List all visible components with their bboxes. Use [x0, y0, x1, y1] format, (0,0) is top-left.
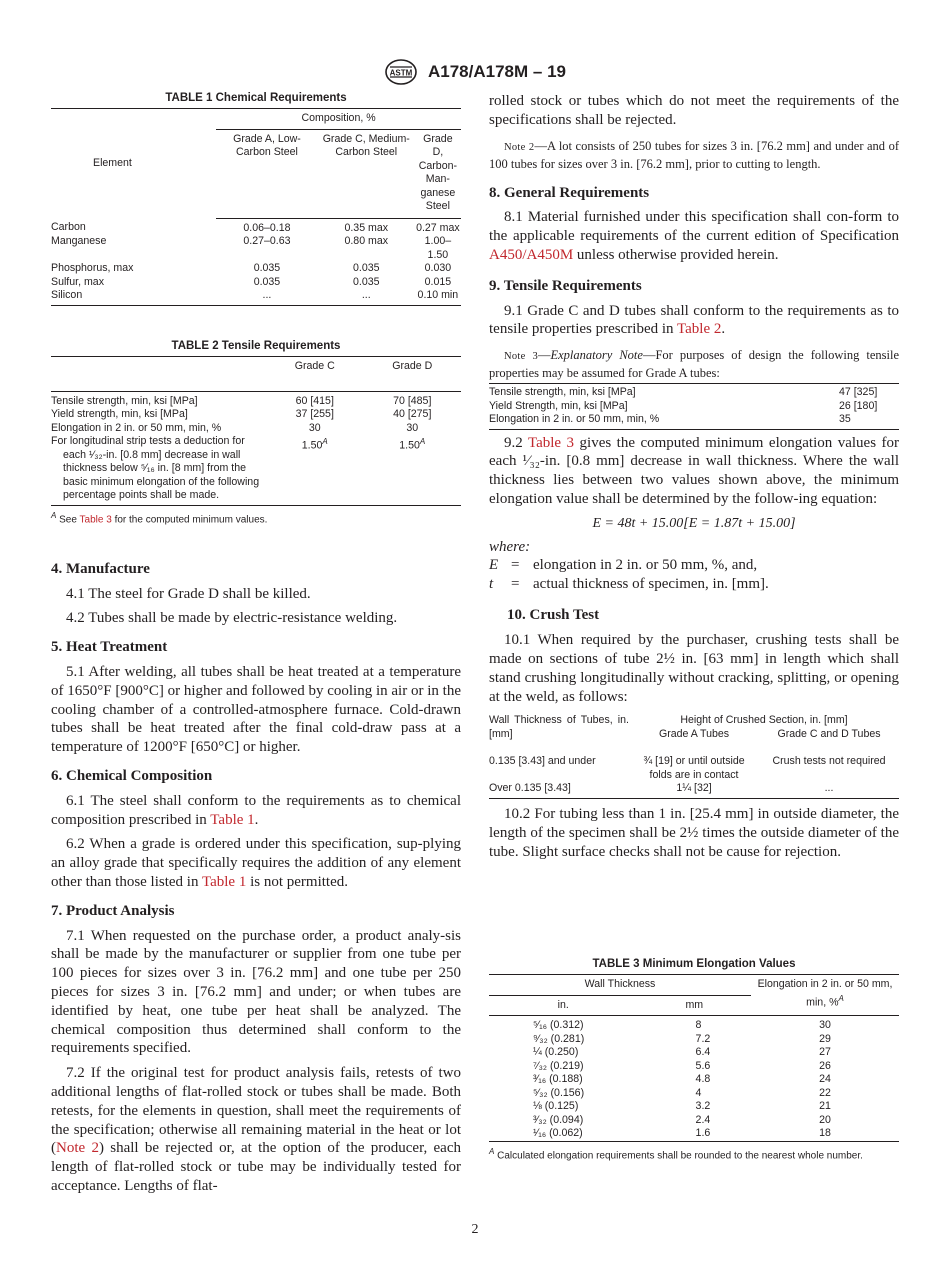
table-1-grade-c-value: 0.80 max: [344, 235, 389, 247]
crush-wall-header: Wall Thickness of Tubes, in. [mm]: [489, 714, 629, 740]
section-6: [51, 767, 461, 892]
table-3-elong-header: Elongation in 2 in. or 50 mm, min, %$^A$: [751, 975, 899, 1016]
crush-grade-a-header: Grade A Tubes: [658, 727, 730, 740]
para-5-1: 5.1 After welding, all tubes shall be heat treated at a temperature of 1650°F [900°C] or higher and followed by cooling in air or in the cooling chamber of a controlled-atmosphere furnace. Cold-drawn tubes shall be heat treated after the final cold-draw pass at a temperature of 1200°F [650°C] or higher.: [51, 664, 461, 756]
definition-symbol: t: [489, 576, 494, 593]
table-1-grade-d-value: 1.00–1.50: [424, 235, 452, 261]
table-1-element: Silicon: [51, 289, 216, 305]
table-3-mm-value: 8: [695, 1019, 702, 1031]
right-column: [489, 92, 899, 1161]
page-header: [0, 58, 950, 86]
table-3-pct-value: 21: [819, 1100, 831, 1112]
table-3-mm-header: mm: [638, 995, 751, 1016]
table-row: [51, 391, 461, 408]
table-row: [489, 1087, 899, 1101]
table-3-inch-value: ⁹⁄₃₂ (0.281): [533, 1032, 585, 1045]
elongation-equation: E = 48t + 15.00[E = 1.87t + 15.00]: [592, 515, 796, 531]
section-4: [51, 560, 461, 628]
table-3-inch-value: ⁵⁄₃₂ (0.156): [533, 1086, 585, 1099]
table-3-inch-value: ⁵⁄₁₆ (0.312): [533, 1019, 584, 1031]
section-9-heading: 9. Tensile Requirements: [489, 277, 642, 294]
document-id: A178/A178M – 19: [428, 62, 566, 81]
definition-row: [489, 556, 899, 575]
note-3-value: 35: [839, 413, 899, 429]
table-row: [51, 276, 461, 290]
table-3-pct-value: 24: [819, 1073, 831, 1085]
table-2-strip-d: $1.50^A$: [364, 435, 462, 505]
para-6-2: 6.2 When a grade is ordered under this specification, sup-plying an alloy grade that specifically requires the addition of any element other than those listed in Table 1 is not permitted.: [51, 836, 461, 890]
table-2-grade-d-value: 30: [406, 421, 419, 434]
table-2: [51, 340, 461, 526]
para-8-1: 8.1 Material furnished under this specification shall con-form to the applicable requirements of the current edition of Specification A450/A450M unless otherwise provided herein.: [489, 209, 899, 263]
table-3-mm-value: 4.8: [695, 1073, 711, 1085]
crush-grade-cd-header: Grade C and D Tubes: [777, 727, 881, 740]
table-2-strip-label: For longitudinal strip tests a deduction for each ¹⁄₃₂-in. [0.8 mm] decrease in wall thickness below ⁵⁄₁₆ in. [8 mm] from the basic minimum elongation of the following percentage points shall be made.: [51, 435, 266, 505]
table-row: [489, 384, 899, 400]
table-2-grade-d-value: 40 [275]: [393, 408, 432, 420]
note-3-label: Yield Strength, min, ksi [MPa]: [489, 399, 628, 412]
section-9: [489, 277, 899, 595]
para-4-2: 4.2 Tubes shall be made by electric-resistance welding.: [66, 610, 398, 627]
section-5-heading: 5. Heat Treatment: [51, 639, 168, 656]
table-2-grade-d-value: 70 [485]: [393, 394, 432, 407]
table-1-element-header: Element: [51, 109, 216, 219]
note-2-link[interactable]: Note 2: [56, 1140, 99, 1157]
table-3-pct-value: 22: [819, 1086, 831, 1099]
table-2-grade-c-value: 30: [308, 421, 321, 434]
table-3-link[interactable]: Table 3: [79, 513, 112, 525]
table-1-grade-c-header: Grade C, Medium-Carbon Steel: [318, 129, 415, 218]
table-row: [489, 1016, 899, 1033]
table-1-grade-a-value: ...: [216, 289, 318, 305]
table-3-inch-value: ⅛ (0.125): [533, 1100, 579, 1112]
svg-text:ASTM: ASTM: [389, 68, 413, 78]
note-3-label: Tensile strength, min, ksi [MPa]: [489, 384, 839, 400]
table-3-pct-value: 27: [819, 1046, 831, 1058]
table-row: [489, 1060, 899, 1074]
table-3: [489, 958, 899, 1162]
section-10-heading: 10. Crush Test: [507, 607, 600, 624]
table-3-pct-value: 26: [819, 1059, 831, 1072]
crush-height-header: Height of Crushed Section, in. [mm]: [680, 714, 848, 727]
table-1-grade-d-header: Grade D, Carbon-Man-ganese Steel: [415, 129, 461, 218]
table-row: [489, 1073, 899, 1087]
table-2-grade-c-value: 37 [255]: [295, 408, 334, 420]
table-3-mm-value: 5.6: [695, 1059, 711, 1072]
table-3-inch-value: ¹⁄₁₆ (0.062): [489, 1127, 638, 1141]
table-row: [51, 422, 461, 436]
table-3-footnote: $^A$ Calculated elongation requirements shall be rounded to the nearest whole number.: [489, 1146, 863, 1161]
note-3-value: 26 [180]: [839, 399, 878, 412]
table-3-link[interactable]: Table 3: [527, 434, 575, 451]
table-row: [51, 435, 461, 505]
table-1: [51, 92, 461, 306]
section-10: [489, 606, 899, 861]
table-row: [489, 400, 899, 414]
table-2-link[interactable]: Table 2: [677, 321, 722, 338]
crush-wall-value: 0.135 [3.43] and under: [489, 755, 596, 768]
table-1-grade-a-value: 0.035: [253, 262, 281, 274]
table-1-grade-d-value: 0.030: [424, 262, 452, 274]
table-3-inch-value: ³⁄₁₆ (0.188): [533, 1073, 583, 1085]
table-3-pct-value: 29: [819, 1032, 831, 1045]
table-2-grade-c-value: 60 [415]: [295, 394, 334, 407]
table-3-mm-value: 7.2: [695, 1032, 711, 1045]
a450-link[interactable]: A450/A450M: [489, 246, 574, 263]
para-4-1: 4.1 The steel for Grade D shall be killed.: [66, 585, 311, 602]
table-row: [489, 1033, 899, 1047]
table-2-grade-d-header: Grade D: [364, 356, 462, 391]
crush-table: [489, 712, 899, 799]
table-1-element: Manganese: [51, 235, 107, 247]
definition-equals: =: [511, 557, 520, 574]
note-3: Note 3—Explanatory Note—For purposes of design the following tensile properties may be assumed for Grade A tubes:: [489, 348, 899, 381]
table-row: [489, 1127, 899, 1141]
crush-grade-cd-value: Crush tests not required: [772, 755, 886, 768]
table-row: [51, 408, 461, 422]
table-3-pct-value: 30: [819, 1019, 831, 1031]
table-3-mm-value: 1.6: [638, 1127, 751, 1141]
table-1-grade-d-value: 0.27 max: [416, 221, 460, 234]
para-7-2: 7.2 If the original test for product analysis fails, retests of two additional lengths of flat-rolled stock or tubes shall be made. Both retests, for the elements in question, shall meet the requirements of the specification; otherwise all remaining material in the heat or lot (Note 2) shall be rejected or, at the option of the producer, each length of flat-rolled stock or tube may be individually tested for acceptance. Lengths of flat-: [51, 1065, 461, 1194]
crush-grade-cd-value: ...: [759, 782, 899, 798]
table-1-grade-c-value: 0.35 max: [344, 221, 389, 234]
variable-definitions: [489, 556, 899, 594]
table-3-mm-value: 6.4: [695, 1046, 711, 1058]
section-7-heading: 7. Product Analysis: [51, 902, 175, 919]
table-3-mm-value: 2.4: [695, 1113, 711, 1126]
table-2-label: Tensile strength, min, ksi [MPa]: [51, 394, 198, 407]
table-1-grade-d-value: 0.10 min: [415, 289, 461, 305]
section-8: [489, 184, 899, 265]
crush-grade-a-value: ¾ [19] or until outside folds are in contact: [643, 755, 745, 781]
table-2-label: Elongation in 2 in. or 50 mm, min, %: [51, 421, 222, 434]
para-9-2: 9.2 Table 3 gives the computed minimum elongation values for each ¹⁄₃₂-in. [0.8 mm] decrease in wall thickness. Where the wall thickness lies between two values shown above, the minimum elongation value shall be determined by the follow-ing equation:: [489, 434, 899, 508]
table-3-inch-value: ¼ (0.250): [533, 1046, 579, 1058]
table-1-grade-c-value: 0.035: [353, 262, 380, 274]
table-row: [489, 413, 899, 429]
table-2-strip-c: $1.50^A$: [266, 435, 364, 505]
table-2-grade-c-header: Grade C: [266, 356, 364, 391]
para-10-2: 10.2 For tubing less than 1 in. [25.4 mm] in outside diameter, the length of the specimen shall be 2½ times the outside diameter of the tube. Slight surface checks shall not be cause for rejection.: [489, 805, 899, 860]
table-row: [489, 741, 899, 782]
table-1-element: Phosphorus, max: [51, 262, 134, 274]
page-number: 2: [471, 1222, 479, 1237]
table-3-pct-value: 18: [751, 1127, 899, 1141]
table-row: [51, 218, 461, 235]
table-3-pct-value: 20: [819, 1113, 831, 1126]
table-3-in-header: in.: [489, 995, 638, 1016]
definition-text: elongation in 2 in. or 50 mm, %, and,: [533, 557, 758, 574]
para-7-2-continued: rolled stock or tubes which do not meet the requirements of the specifications shall be rejected.: [489, 93, 899, 128]
table-1-grade-a-value: 0.27–0.63: [243, 235, 291, 247]
table-2-footnote: $^A$ See Table 3 for the computed minimum values.: [51, 510, 268, 525]
table-1-link[interactable]: Table 1: [201, 873, 247, 890]
table-1-grade-a-value: 0.035: [253, 275, 281, 288]
section-5: [51, 638, 461, 757]
where-label: where:: [489, 538, 531, 555]
table-1-grade-a-value: 0.06–0.18: [243, 221, 291, 234]
para-10-1: 10.1 When required by the purchaser, crushing tests shall be made on sections of tube 2½ in. [63 mm] in length which shall stand crushing longitudinally without cracking, splitting, or opening at the weld, as follows:: [489, 632, 899, 705]
para-7-1: 7.1 When requested on the purchase order, a product analy-sis shall be made by the manufacturer or supplier from one tube per 100 pieces for sizes over 3 in. [76.2 mm] and one tube per 250 pieces for sizes 3 in. [76.2 mm] and under; or when tubes are identified by heat, one tube per heat shall be analyzed. The chemical composition thus determined shall conform to the requirements specified.: [51, 927, 461, 1057]
table-row: [51, 289, 461, 305]
note-3-value: 47 [325]: [839, 384, 899, 400]
table-1-composition-header: Composition, %: [216, 109, 461, 130]
table-1-grade-c-value: ...: [318, 289, 415, 305]
definition-equals: =: [511, 576, 520, 593]
table-1-grade-a-header: Grade A, Low-Carbon Steel: [216, 129, 318, 218]
para-9-1: 9.1 Grade C and D tubes shall conform to the requirements as to tensile properties prescribed in Table 2.: [489, 302, 899, 338]
table-3-wall-header: Wall Thickness: [489, 975, 751, 996]
table-row: [489, 1114, 899, 1128]
section-6-heading: 6. Chemical Composition: [51, 768, 213, 784]
note-3-label: Elongation in 2 in. or 50 mm, min, %: [489, 413, 839, 429]
table-row: [489, 782, 899, 798]
table-3-title: TABLE 3 Minimum Elongation Values: [592, 958, 796, 970]
table-1-title: TABLE 1 Chemical Requirements: [165, 92, 347, 104]
table-1-link[interactable]: Table 1: [210, 811, 255, 828]
table-row: [489, 1046, 899, 1060]
left-column: [51, 92, 461, 1196]
table-2-label: Yield strength, min, ksi [MPa]: [51, 408, 188, 420]
section-4-heading: 4. Manufacture: [51, 560, 150, 577]
astm-logo-icon: [384, 58, 418, 86]
table-row: [489, 1100, 899, 1114]
crush-grade-a-value: 1¼ [32]: [629, 782, 759, 798]
table-3-inch-value: ³⁄₃₂ (0.094): [533, 1113, 584, 1126]
table-1-element: Carbon: [51, 221, 86, 233]
section-8-heading: 8. General Requirements: [489, 184, 650, 201]
table-1-grade-c-value: 0.035: [353, 275, 380, 288]
table-row: [51, 235, 461, 262]
table-2-title: TABLE 2 Tensile Requirements: [171, 339, 341, 352]
table-1-grade-d-value: 0.015: [424, 275, 452, 288]
table-3-mm-value: 4: [695, 1086, 702, 1099]
table-3-mm-value: 3.2: [695, 1100, 711, 1112]
note-3-table: [489, 383, 899, 430]
definition-row: [489, 575, 899, 594]
note-2: Note 2—A lot consists of 250 tubes for sizes 3 in. [76.2 mm] and under and of 100 tubes for sizes over 3 in. [76.2 mm], prior to cutting to length.: [489, 138, 899, 171]
table-3-inch-value: ⁷⁄₃₂ (0.219): [533, 1059, 584, 1072]
crush-wall-value: Over 0.135 [3.43]: [489, 782, 629, 798]
definition-symbol: E: [489, 557, 499, 574]
table-1-element: Sulfur, max: [51, 275, 104, 288]
section-7: [51, 902, 461, 1196]
table-row: [51, 262, 461, 276]
definition-text: actual thickness of specimen, in. [mm].: [533, 576, 769, 593]
para-6-1: 6.1 The steel shall conform to the requirements as to chemical composition prescribed in Table 1.: [51, 792, 461, 828]
